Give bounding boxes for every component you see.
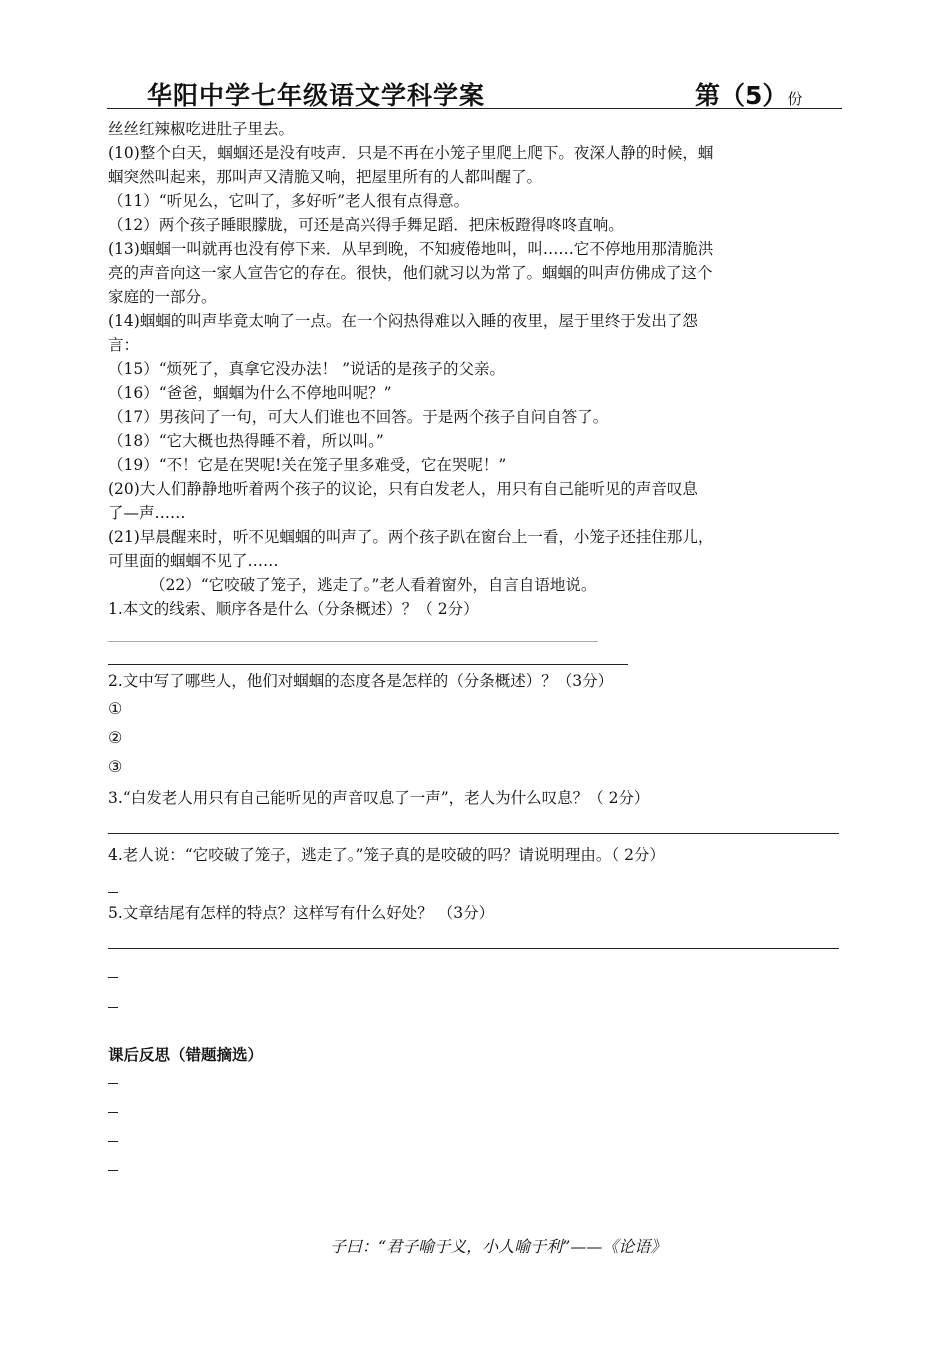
passage-line: 亮的声音向这一家人宣告它的存在。很快，他们就习以为常了。蝈蝈的叫声仿佛成了这个 xyxy=(108,264,713,282)
answer-mark-2: ② xyxy=(108,728,123,747)
issue-label: 第（5） xyxy=(695,81,788,110)
passage-line: （19）“不！它是在哭呢!关在笼子里多难受，它在哭呢！” xyxy=(108,456,507,474)
passage-line: (20)大人们静静地听着两个孩子的议论，只有白发老人，用只有自己能听见的声音叹息 xyxy=(108,480,698,498)
passage-line: (21)早晨醒来时，听不见蝈蝈的叫声了。两个孩子趴在窗台上一看，小笼子还挂住那儿， xyxy=(108,528,714,546)
passage-line: （18）“它大概也热得睡不着，所以叫。” xyxy=(108,432,384,450)
question-3: 3.“白发老人用只有自己能听见的声音叹息了一声”，老人为什么叹息？（ 2分） xyxy=(108,789,650,807)
passage-line: （22）“它咬破了笼子，逃走了。”老人看着窗外，自言自语地说。 xyxy=(150,576,597,594)
reflection-blank xyxy=(108,1170,118,1171)
question-5: 5.文章结尾有怎样的特点？这样写有什么好处？ （3分） xyxy=(108,904,495,922)
passage-line: 蝈突然叫起来，那叫声又清脆又响，把屋里所有的人都叫醒了。 xyxy=(108,168,543,186)
question-2: 2.文中写了哪些人，他们对蝈蝈的态度各是怎样的（分条概述）？（3分） xyxy=(108,672,614,690)
passage-line: (14)蝈蝈的叫声毕竟太响了一点。在一个闷热得难以入睡的夜里，屋于里终于发出了怨 xyxy=(108,312,698,330)
issue-number xyxy=(695,76,802,112)
passage-line: （12）两个孩子睡眼朦胧，可还是高兴得手舞足蹈．把床板蹬得咚咚直响。 xyxy=(108,216,624,234)
answer-line xyxy=(108,664,628,665)
passage-line: 可里面的蝈蝈不见了…… xyxy=(108,552,279,570)
passage-line: 言： xyxy=(108,336,140,354)
answer-blank xyxy=(108,977,118,978)
issue-unit: 份 xyxy=(787,90,803,108)
reflection-blank xyxy=(108,1141,118,1142)
answer-line xyxy=(108,833,839,834)
passage-line: （11）“听见么，它叫了，多好听”老人很有点得意。 xyxy=(108,192,470,210)
passage-line: (13)蝈蝈一叫就再也没有停下来．从早到晚，不知疲倦地叫，叫……它不停地用那清脆洪 xyxy=(108,240,714,258)
question-4: 4.老人说：“它咬破了笼子，逃走了。”笼子真的是咬破的吗？请说明理由。（ 2分） xyxy=(108,846,665,864)
question-1: 1.本文的线索、顺序各是什么（分条概述）？（ 2分） xyxy=(108,600,479,618)
answer-line xyxy=(108,948,839,949)
footer-quote: 子曰：“君子喻于义，小人喻于利”——《论语》 xyxy=(330,1237,667,1256)
answer-blank xyxy=(108,1007,118,1008)
answer-line xyxy=(108,641,598,642)
answer-mark-3: ③ xyxy=(108,757,123,776)
page-header xyxy=(107,76,842,109)
passage-line: (10)整个白天，蝈蝈还是没有吱声．只是不再在小笼子里爬上爬下。夜深人静的时候，蝈 xyxy=(108,144,714,162)
passage-line: （17）男孩问了一句，可大人们谁也不回答。于是两个孩子自问自答了。 xyxy=(108,408,609,426)
reflection-blank xyxy=(108,1083,118,1084)
answer-blank xyxy=(108,892,118,893)
passage-line: 了—声…… xyxy=(108,504,186,522)
page-title: 华阳中学七年级语文学科学案 xyxy=(147,81,486,110)
answer-mark-1: ① xyxy=(108,699,123,718)
passage-line: 家庭的一部分。 xyxy=(108,288,217,306)
passage-line: （16）“爸爸，蝈蝈为什么不停地叫呢？” xyxy=(108,384,392,402)
reflection-title: 课后反思（错题摘选） xyxy=(108,1046,264,1064)
passage-line: （15）“烦死了，真拿它没办法！ ”说话的是孩子的父亲。 xyxy=(108,360,506,378)
reflection-blank xyxy=(108,1112,118,1113)
passage-line: 丝丝红辣椒吃进肚子里去。 xyxy=(108,120,295,138)
